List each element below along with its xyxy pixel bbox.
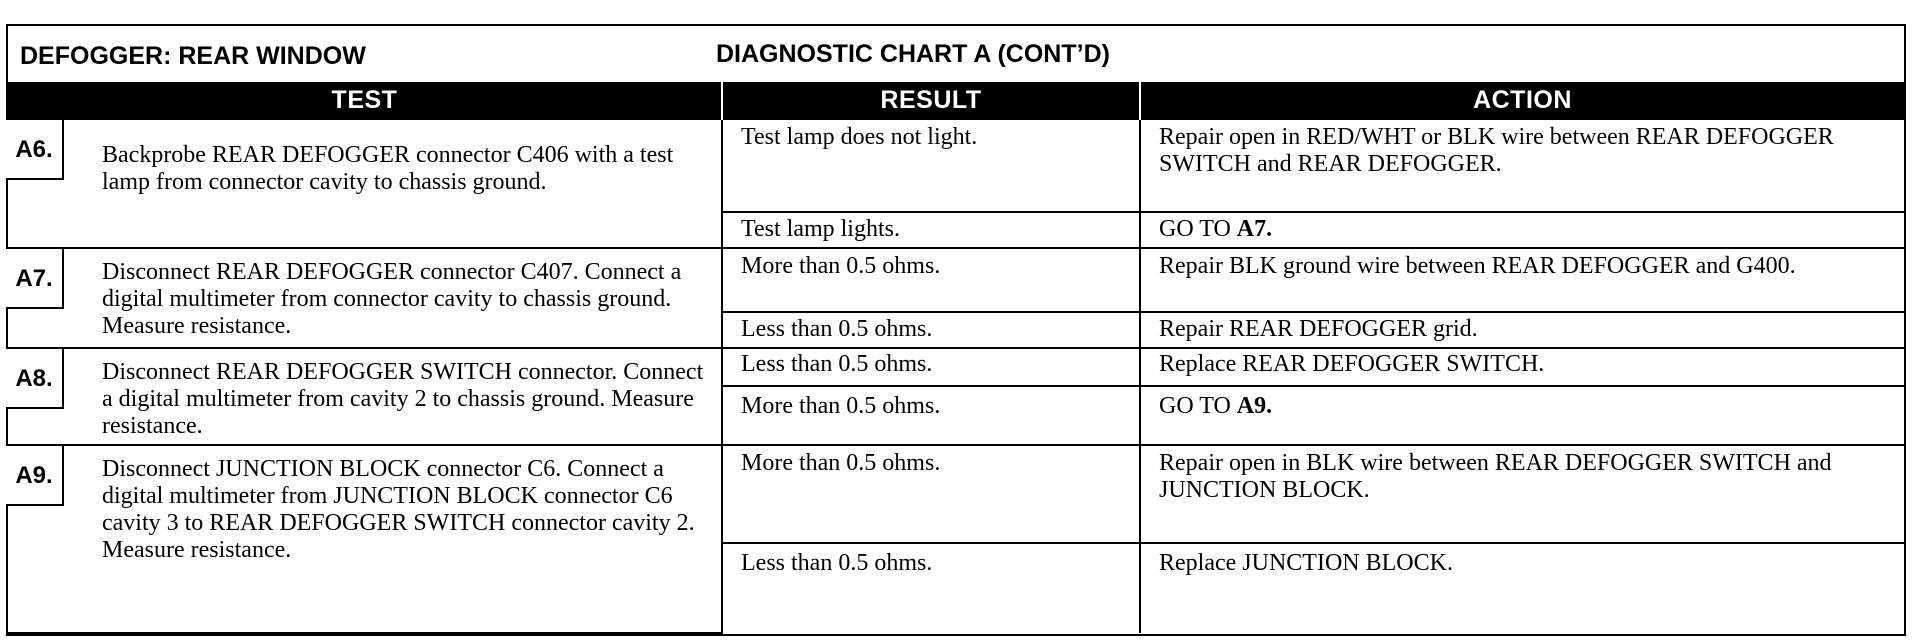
test-cell [8,348,722,445]
column-header-test: TEST [8,82,722,119]
action-cell [1140,212,1904,248]
result-cell: Less than 0.5 ohms. [722,543,1140,633]
action-text: GO TO [1159,216,1237,242]
table-row [8,248,1904,312]
table-row [8,445,1904,543]
test-text: Backprobe REAR DEFOGGER connector C406 with a test lamp from connector cavity to chassis ground. [102,142,674,195]
column-header-result: RESULT [722,82,1140,119]
table-row [8,348,1904,386]
test-text: Disconnect REAR DEFOGGER SWITCH connector. Connect a digital multimeter from cavity 2 to chassis ground. Measure resistance. [102,359,704,439]
column-header-action: ACTION [1140,82,1904,119]
test-text: Disconnect REAR DEFOGGER connector C407. Connect a digital multimeter from connector cavity to chassis ground. Measure resistance. [102,259,682,339]
column-header-row [8,82,1904,119]
test-cell [8,248,722,348]
action-cell: Replace JUNCTION BLOCK. [1140,543,1904,633]
step-label: A8. [6,347,64,409]
action-cell: Replace REAR DEFOGGER SWITCH. [1140,348,1904,386]
system-title: DEFOGGER: REAR WINDOW [20,42,366,70]
result-cell: Test lamp lights. [722,212,1140,248]
result-cell: More than 0.5 ohms. [722,445,1140,543]
chart-title-bar [8,26,1904,84]
test-text: Disconnect JUNCTION BLOCK connector C6. Connect a digital multimeter from JUNCTION BLOCK connector C6 cavity 3 to REAR DEFOGGER SWITCH connector cavity 2. Measure resistance. [102,456,695,563]
step-reference: A7. [1236,216,1273,242]
action-cell: Repair open in BLK wire between REAR DEFOGGER SWITCH and JUNCTION BLOCK. [1140,445,1904,543]
action-cell [1140,386,1904,445]
step-reference: A9. [1236,393,1273,420]
step-label: A7. [6,247,64,309]
step-label: A6. [6,118,64,180]
result-cell: Less than 0.5 ohms. [722,348,1140,386]
table-row [8,119,1904,212]
result-cell: More than 0.5 ohms. [722,248,1140,312]
result-cell: Test lamp does not light. [722,119,1140,212]
test-cell [8,119,722,248]
action-cell: Repair open in RED/WHT or BLK wire between REAR DEFOGGER SWITCH and REAR DEFOGGER. [1140,119,1904,212]
test-cell [8,445,722,633]
action-cell: Repair BLK ground wire between REAR DEFOGGER and G400. [1140,248,1904,312]
result-cell: Less than 0.5 ohms. [722,312,1140,348]
diagnostic-chart [6,24,1906,636]
action-cell: Repair REAR DEFOGGER grid. [1140,312,1904,348]
action-text: GO TO [1159,393,1237,420]
result-cell: More than 0.5 ohms. [722,386,1140,445]
step-label: A9. [6,444,64,506]
chart-title: DIAGNOSTIC CHART A (CONT’D) [716,40,1110,68]
diagnostic-table [8,82,1904,634]
